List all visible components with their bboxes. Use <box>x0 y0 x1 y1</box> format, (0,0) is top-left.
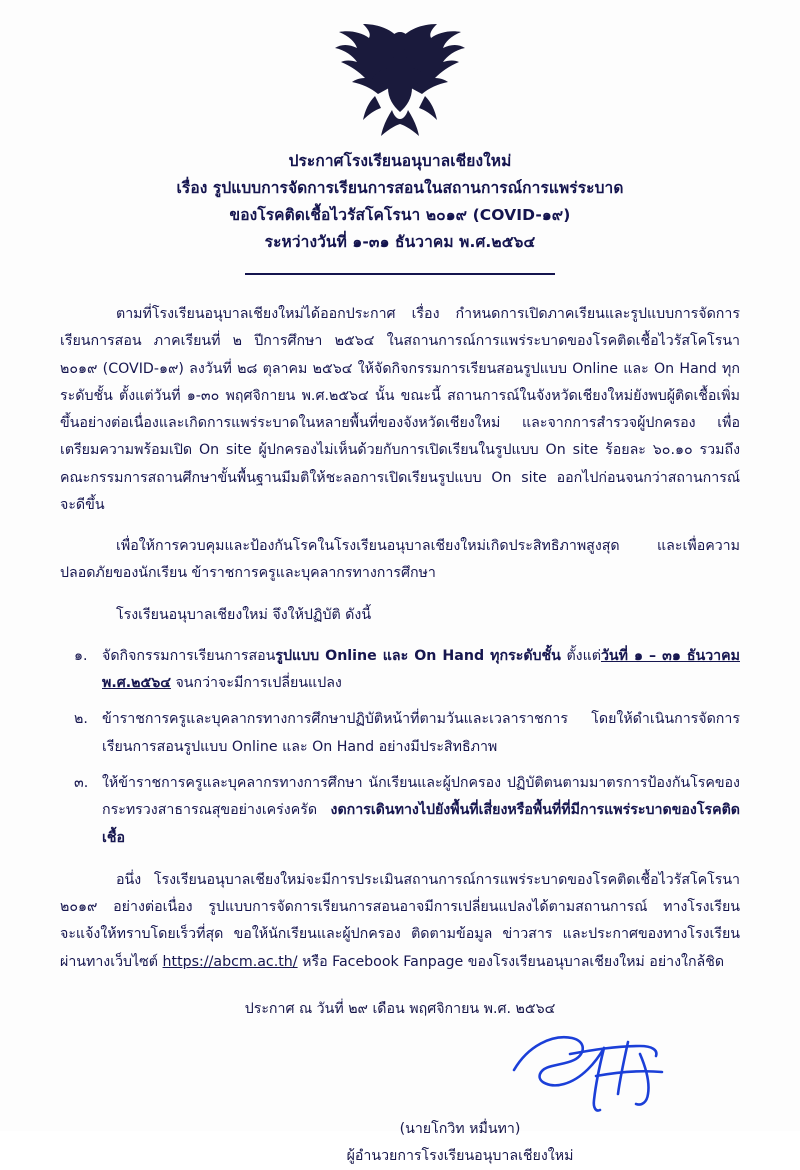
paragraph-4-text: อนึ่ง โรงเรียนอนุบาลเชียงใหม่จะมีการประเมินสถานการณ์การแพร่ระบาดของโรคติดเชื้อไวรัสโคโรนา ๒๐๑๙ อย่างต่อเนื่อง รูปแบบการจัดการเรียนการสอนอาจมีการเปลี่ยนแปลงได้ตามสถานการณ์ ทางโรงเรียนจะแจ้งให้ทราบโดยเร็วที่สุด ขอให้นักเรียนและผู้ปกครอง ติดตามข้อมูล ข่าวสาร และประกาศของทางโรงเรียนผ่านทางเว็บไซต์ <box>60 871 740 970</box>
item-text-post: จนกว่าจะมีการเปลี่ยนแปลง <box>170 675 342 692</box>
document-body <box>60 301 740 976</box>
item-text-pre: ให้ข้าราชการครูและบุคลากรทางการศึกษา นักเรียนและผู้ปกครอง ปฏิบัติตนตามมาตรการป้องกันโรคของกระทรวงสาธารณสุขอย่างเคร่งครัด <box>102 774 740 819</box>
paragraph-3: โรงเรียนอนุบาลเชียงใหม่ จึงให้ปฏิบัติ ดังนี้ <box>116 606 372 623</box>
item-text-bold: รูปแบบ Online และ On Hand ทุกระดับชั้น <box>275 647 561 664</box>
item-text-bold-underline: วันที่ ๑ – ๓๑ ธันวาคม พ.ศ.๒๕๖๔ <box>102 647 740 692</box>
item-number: ๒. <box>74 711 88 728</box>
paragraph-4 <box>60 867 740 976</box>
item-text-mid: ตั้งแต่ <box>560 647 601 664</box>
heading-line-1: ประกาศโรงเรียนอนุบาลเชียงใหม่ <box>288 152 512 170</box>
item-number: ๑. <box>74 647 88 664</box>
garuda-emblem <box>335 22 465 140</box>
item-number: ๓. <box>74 774 89 791</box>
item-text-pre: จัดกิจกรรมการเรียนการสอน <box>102 647 276 664</box>
paragraph-4-tail: หรือ Facebook Fanpage ของโรงเรียนอนุบาลเชียงใหม่ อย่างใกล้ชิด <box>302 953 725 970</box>
paragraph-2: เพื่อให้การควบคุมและป้องกันโรคในโรงเรียนอนุบาลเชียงใหม่เกิดประสิทธิภาพสูงสุด และเพื่อความปลอดภัยของนักเรียน ข้าราชการครูและบุคลากรทางการศึกษา <box>60 538 740 582</box>
item-text-pre: ข้าราชการครูและบุคลากรทางการศึกษาปฏิบัติหน้าที่ตามวันและเวลาราชการ โดยให้ดำเนินการจัดการเรียนการสอนรูปแบบ Online และ On Hand อย่างมีประสิทธิภาพ <box>102 711 740 755</box>
document-heading <box>60 148 740 275</box>
signature-area <box>60 1020 740 1116</box>
signature-mark <box>500 1024 700 1116</box>
signer-block <box>180 1116 740 1170</box>
signer-position: ผู้อำนวยการโรงเรียนอนุบาลเชียงใหม่ <box>346 1147 574 1164</box>
list-item <box>60 706 740 761</box>
heading-line-2: เรื่อง รูปแบบการจัดการเรียนการสอนในสถานการณ์การแพร่ระบาด <box>176 179 624 198</box>
emblem-container <box>60 0 740 140</box>
item-text-bold: งดการเดินทางไปยังพื้นที่เสี่ยงหรือพื้นที่ที่มีการแพร่ระบาดของโรคติดเชื้อ <box>102 802 740 846</box>
school-website-link[interactable]: https://abcm.ac.th/ <box>162 953 298 970</box>
heading-line-4: ระหว่างวันที่ ๑-๓๑ ธันวาคม พ.ศ.๒๕๖๔ <box>264 233 536 252</box>
signer-name: (นายโกวิท หมื่นทา) <box>399 1120 521 1137</box>
list-item <box>60 770 740 852</box>
list-item <box>60 643 740 698</box>
paragraph-1: ตามที่โรงเรียนอนุบาลเชียงใหม่ได้ออกประกาศ เรื่อง กำหนดการเปิดภาคเรียนและรูปแบบการจัดการเรียนการสอน ภาคเรียนที่ ๒ ปีการศึกษา ๒๕๖๔ ในสถานการณ์การแพร่ระบาดของโรคติดเชื้อไวรัสโคโรนา ๒๐๑๙ (COVID-๑๙) ลงวันที่ ๒๘ ตุลาคม ๒๕๖๔ ให้จัดกิจกรรมการเรียนสอนรูปแบบ Online และ On Hand ทุกระดับชั้น ตั้งแต่วันที่ ๑-๓๐ พฤศจิกายน พ.ศ.๒๕๖๔ นั้น ขณะนี้ สถานการณ์ในจังหวัดเชียงใหม่ยังพบผู้ติดเชื้อเพิ่มขึ้นอย่างต่อเนื่องและเกิดการแพร่ระบาดในหลายพื้นที่ของจังหวัดเชียงใหม่ และจากการสำรวจผู้ปกครอง เพื่อเตรียมความพร้อมเปิด On site ผู้ปกครองไม่เห็นด้วยกับการเปิดเรียนในรูปแบบ On site ร้อยละ ๖๐.๑๐ รวมถึงคณะกรรมการสถานศึกษาขั้นพื้นฐานมีมติให้ชะลอการเปิดเรียนรูปแบบ On site ออกไปก่อนจนกว่าสถานการณ์จะดีขึ้น <box>60 306 740 513</box>
numbered-items <box>60 643 740 852</box>
announcement-date: ประกาศ ณ วันที่ ๒๙ เดือน พฤศจิกายน พ.ศ. ๒๕๖๔ <box>244 1000 556 1017</box>
heading-divider <box>245 273 555 276</box>
heading-line-3: ของโรคติดเชื้อไวรัสโคโรนา ๒๐๑๙ (COVID-๑๙) <box>229 206 571 225</box>
